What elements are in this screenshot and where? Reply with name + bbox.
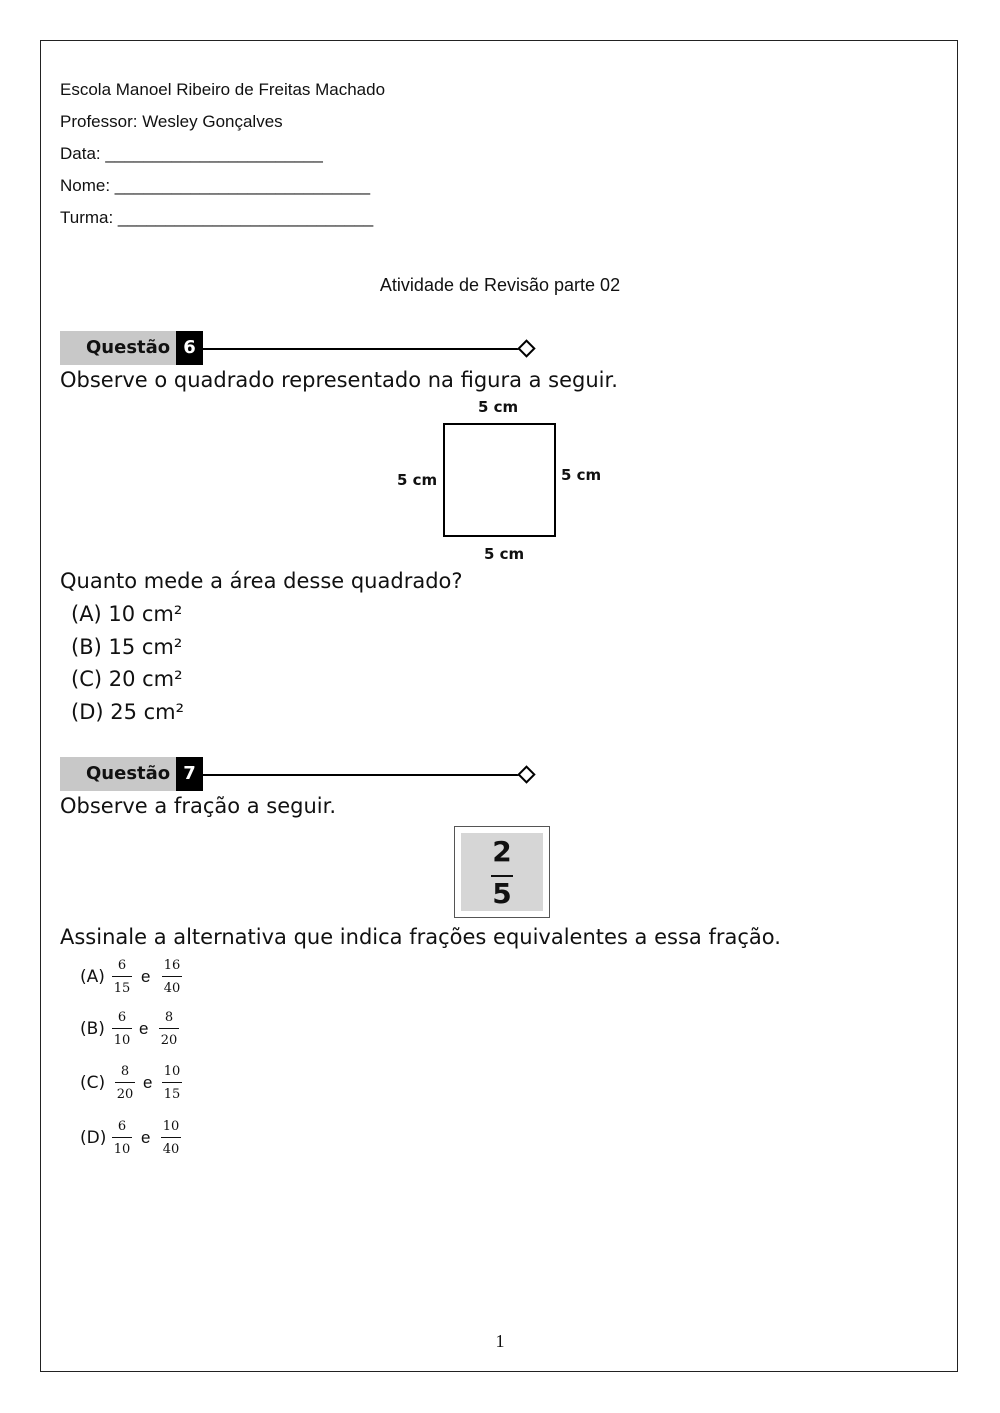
option-b[interactable]: (B) 15 cm²	[71, 635, 183, 659]
fraction-2: 16 40	[163, 958, 181, 996]
question-number: 6	[176, 331, 203, 365]
connector: e	[141, 1128, 151, 1147]
question-label: Questão	[60, 757, 176, 791]
option-letter: (B)	[80, 1019, 105, 1039]
school-name: Escola Manoel Ribeiro de Freitas Machado	[60, 80, 386, 99]
square-top-label: 5 cm	[478, 398, 519, 416]
question-label: Questão	[60, 331, 176, 365]
question-number: 7	[176, 757, 203, 791]
option-a[interactable]	[80, 957, 190, 1001]
connector: e	[141, 967, 151, 986]
class-field: Turma: ___________________________	[60, 208, 374, 227]
question-7-question: Assinale a alternativa que indica frações equivalentes a essa fração.	[60, 925, 781, 949]
question-6-prompt: Observe o quadrado representado na figura a seguir.	[60, 368, 618, 392]
square-figure	[443, 423, 556, 537]
option-letter: (C)	[80, 1073, 106, 1093]
fraction-denominator: 5	[492, 877, 512, 910]
diamond-icon	[517, 765, 535, 783]
question-6-question: Quanto mede a área desse quadrado?	[60, 569, 463, 593]
diamond-icon	[517, 339, 535, 357]
fraction-figure	[454, 826, 550, 918]
fraction-2: 8 20	[160, 1010, 178, 1048]
option-d[interactable]	[80, 1118, 190, 1162]
question-7-header	[60, 757, 540, 791]
question-6-header	[60, 331, 540, 365]
option-b[interactable]	[80, 1009, 190, 1053]
date-field: Data: _______________________	[60, 144, 323, 163]
connector: e	[139, 1019, 149, 1038]
fraction-1: 6 15	[113, 958, 131, 996]
option-letter: (D)	[80, 1128, 107, 1148]
square-left-label: 5 cm	[397, 471, 438, 489]
fraction-1: 6 10	[113, 1010, 131, 1048]
fraction-2: 10 15	[163, 1064, 181, 1102]
option-c[interactable]: (C) 20 cm²	[71, 667, 183, 691]
fraction-2: 10 40	[162, 1119, 180, 1157]
teacher-name: Professor: Wesley Gonçalves	[60, 112, 283, 131]
option-letter: (A)	[80, 967, 105, 987]
connector: e	[143, 1073, 153, 1092]
square-right-label: 5 cm	[561, 466, 602, 484]
fraction-1: 8 20	[116, 1064, 134, 1102]
option-c[interactable]	[80, 1063, 190, 1107]
fraction-1: 6 10	[113, 1119, 131, 1157]
student-name-field: Nome: ___________________________	[60, 176, 371, 195]
question-divider-line	[203, 774, 521, 776]
activity-title: Atividade de Revisão parte 02	[379, 275, 621, 295]
square-bottom-label: 5 cm	[484, 545, 525, 563]
fraction-numerator: 2	[492, 835, 512, 868]
question-7-prompt: Observe a fração a seguir.	[60, 794, 337, 818]
option-a[interactable]: (A) 10 cm²	[71, 602, 183, 626]
question-divider-line	[203, 348, 521, 350]
worksheet-page	[40, 40, 958, 1372]
page-number: 1	[495, 1331, 505, 1351]
option-d[interactable]: (D) 25 cm²	[71, 700, 185, 724]
